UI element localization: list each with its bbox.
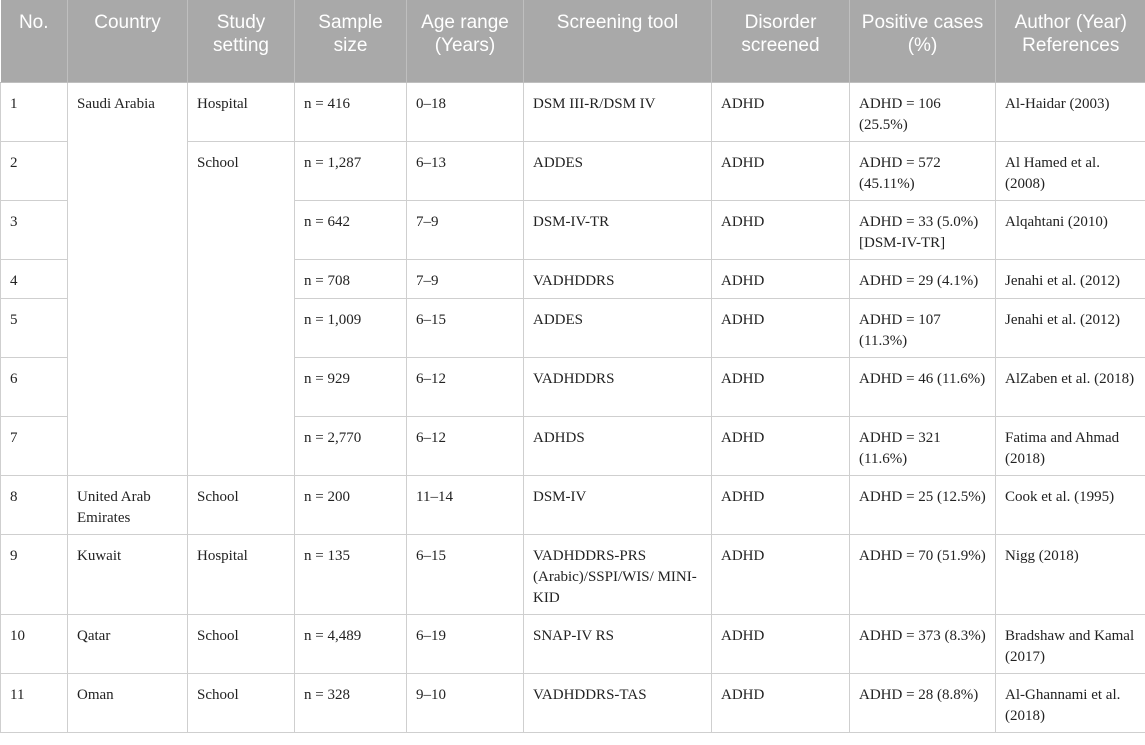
cell-age-range: 9–10 <box>407 673 524 732</box>
cell-no: 11 <box>1 673 68 732</box>
cell-sample-size: n = 328 <box>295 673 407 732</box>
cell-sample-size: n = 642 <box>295 200 407 259</box>
cell-country: Kuwait <box>68 534 188 614</box>
cell-screening-tool: SNAP-IV RS <box>524 614 712 673</box>
cell-country: United Arab Emirates <box>68 475 188 534</box>
cell-age-range: 6–12 <box>407 357 524 416</box>
cell-positive-cases: ADHD = 46 (11.6%) <box>850 357 996 416</box>
cell-sample-size: n = 200 <box>295 475 407 534</box>
table-row <box>1 82 1145 141</box>
cell-positive-cases: ADHD = 29 (4.1%) <box>850 259 996 298</box>
cell-author: Alqahtani (2010) <box>996 200 1145 259</box>
cell-no: 3 <box>1 200 68 259</box>
cell-sample-size: n = 2,770 <box>295 416 407 475</box>
cell-sample-size: n = 1,009 <box>295 298 407 357</box>
table-row <box>1 475 1145 534</box>
cell-disorder: ADHD <box>712 259 850 298</box>
cell-disorder: ADHD <box>712 416 850 475</box>
cell-sample-size: n = 135 <box>295 534 407 614</box>
cell-author: Cook et al. (1995) <box>996 475 1145 534</box>
cell-positive-cases: ADHD = 33 (5.0%) [DSM-IV-TR] <box>850 200 996 259</box>
table-row <box>1 534 1145 614</box>
cell-no: 4 <box>1 259 68 298</box>
cell-country: Qatar <box>68 614 188 673</box>
header-row <box>1 0 1145 82</box>
cell-author: Bradshaw and Kamal (2017) <box>996 614 1145 673</box>
cell-disorder: ADHD <box>712 475 850 534</box>
cell-screening-tool: DSM-IV <box>524 475 712 534</box>
cell-age-range: 7–9 <box>407 259 524 298</box>
cell-sample-size: n = 708 <box>295 259 407 298</box>
cell-sample-size: n = 4,489 <box>295 614 407 673</box>
cell-age-range: 11–14 <box>407 475 524 534</box>
header-study-setting: Study setting <box>188 0 295 82</box>
cell-age-range: 6–15 <box>407 534 524 614</box>
cell-disorder: ADHD <box>712 534 850 614</box>
cell-sample-size: n = 416 <box>295 82 407 141</box>
cell-age-range: 6–12 <box>407 416 524 475</box>
cell-positive-cases: ADHD = 28 (8.8%) <box>850 673 996 732</box>
header-author-year: Author (Year) References <box>996 0 1145 82</box>
cell-positive-cases: ADHD = 373 (8.3%) <box>850 614 996 673</box>
cell-positive-cases: ADHD = 321 (11.6%) <box>850 416 996 475</box>
cell-author: Jenahi et al. (2012) <box>996 298 1145 357</box>
cell-author: Nigg (2018) <box>996 534 1145 614</box>
cell-screening-tool: VADHDDRS-TAS <box>524 673 712 732</box>
cell-screening-tool: ADDES <box>524 141 712 200</box>
table-row <box>1 673 1145 732</box>
cell-no: 2 <box>1 141 68 200</box>
cell-positive-cases: ADHD = 25 (12.5%) <box>850 475 996 534</box>
cell-sample-size: n = 1,287 <box>295 141 407 200</box>
header-screening-tool: Screening tool <box>524 0 712 82</box>
cell-disorder: ADHD <box>712 200 850 259</box>
cell-study-setting: School <box>188 614 295 673</box>
cell-screening-tool: DSM III-R/DSM IV <box>524 82 712 141</box>
table-row <box>1 614 1145 673</box>
cell-disorder: ADHD <box>712 82 850 141</box>
cell-age-range: 6–13 <box>407 141 524 200</box>
header-country: Country <box>68 0 188 82</box>
cell-disorder: ADHD <box>712 298 850 357</box>
cell-screening-tool: VADHDDRS <box>524 357 712 416</box>
cell-author: Jenahi et al. (2012) <box>996 259 1145 298</box>
cell-no: 6 <box>1 357 68 416</box>
header-age-range: Age range (Years) <box>407 0 524 82</box>
cell-author: Al-Haidar (2003) <box>996 82 1145 141</box>
cell-author: Al-Ghannami et al. (2018) <box>996 673 1145 732</box>
cell-screening-tool: ADHDS <box>524 416 712 475</box>
cell-study-setting: School <box>188 141 295 475</box>
cell-no: 1 <box>1 82 68 141</box>
cell-author: AlZaben et al. (2018) <box>996 357 1145 416</box>
cell-positive-cases: ADHD = 106 (25.5%) <box>850 82 996 141</box>
cell-study-setting: Hospital <box>188 534 295 614</box>
cell-disorder: ADHD <box>712 357 850 416</box>
cell-author: Fatima and Ahmad (2018) <box>996 416 1145 475</box>
cell-positive-cases: ADHD = 70 (51.9%) <box>850 534 996 614</box>
cell-age-range: 6–19 <box>407 614 524 673</box>
cell-screening-tool: VADHDDRS <box>524 259 712 298</box>
header-disorder-screened: Disorder screened <box>712 0 850 82</box>
cell-positive-cases: ADHD = 107 (11.3%) <box>850 298 996 357</box>
header-no: No. <box>1 0 68 82</box>
cell-age-range: 0–18 <box>407 82 524 141</box>
cell-age-range: 6–15 <box>407 298 524 357</box>
header-sample-size: Sample size <box>295 0 407 82</box>
cell-country: Saudi Arabia <box>68 82 188 475</box>
header-positive-cases: Positive cases (%) <box>850 0 996 82</box>
cell-sample-size: n = 929 <box>295 357 407 416</box>
cell-country: Oman <box>68 673 188 732</box>
cell-study-setting: Hospital <box>188 82 295 141</box>
cell-no: 10 <box>1 614 68 673</box>
cell-no: 9 <box>1 534 68 614</box>
cell-author: Al Hamed et al. (2008) <box>996 141 1145 200</box>
cell-screening-tool: ADDES <box>524 298 712 357</box>
cell-study-setting: School <box>188 673 295 732</box>
cell-disorder: ADHD <box>712 614 850 673</box>
cell-no: 8 <box>1 475 68 534</box>
cell-screening-tool: DSM-IV-TR <box>524 200 712 259</box>
cell-screening-tool: VADHDDRS-PRS (Arabic)/SSPI/WIS/ MINI-KID <box>524 534 712 614</box>
cell-disorder: ADHD <box>712 141 850 200</box>
cell-no: 7 <box>1 416 68 475</box>
cell-age-range: 7–9 <box>407 200 524 259</box>
cell-study-setting: School <box>188 475 295 534</box>
cell-no: 5 <box>1 298 68 357</box>
cell-positive-cases: ADHD = 572 (45.11%) <box>850 141 996 200</box>
cell-disorder: ADHD <box>712 673 850 732</box>
